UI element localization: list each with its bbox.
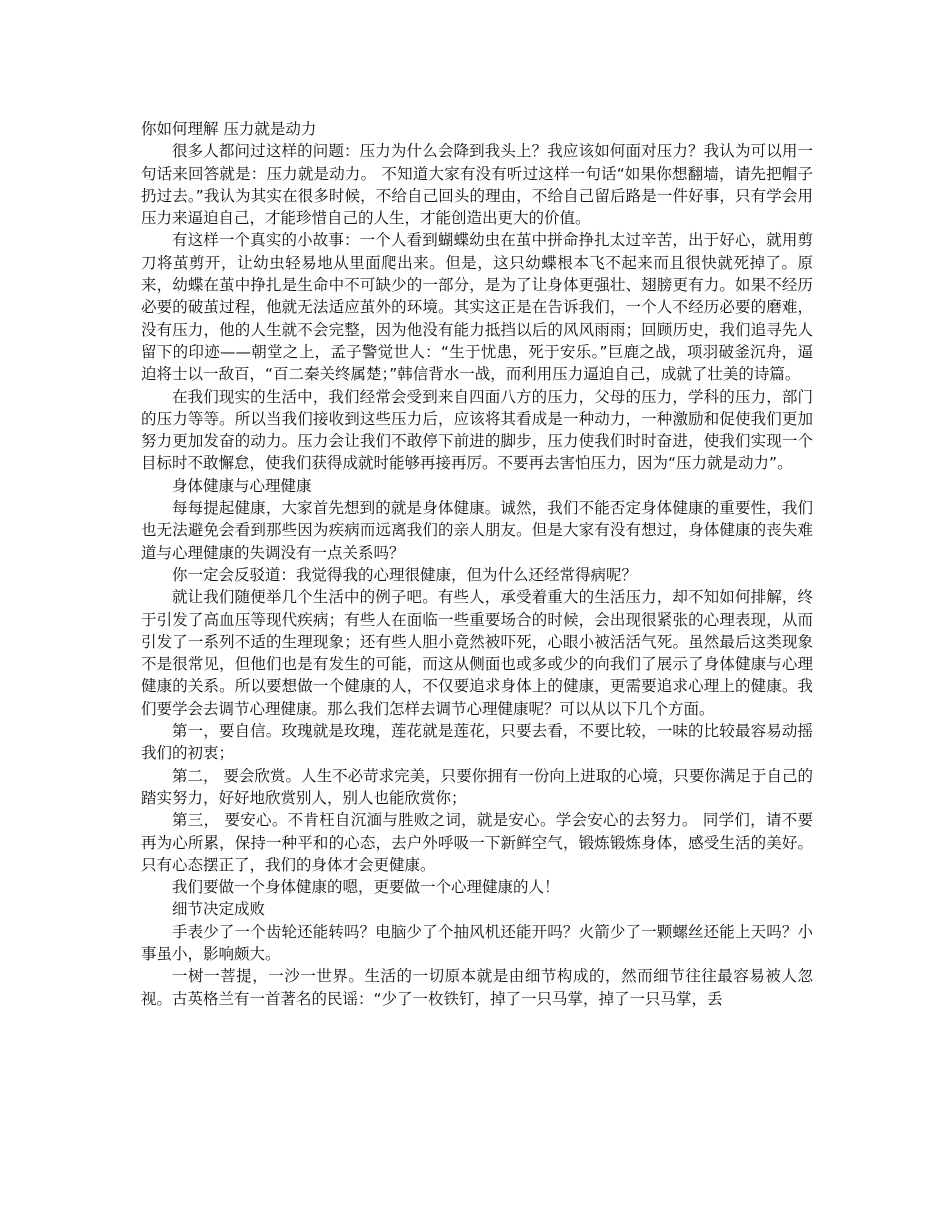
paragraph: 第三， 要安心。不肯枉自沉湎与胜败之词，就是安心。学会安心的去努力。 同学们，请不要再为心所累，保持一种平和的心态，去户外呼吸一下新鲜空气，锻炼锻炼身体，感受生活的美好。只有心态摆正了，我们的身体才会更健康。	[141, 811, 813, 874]
paragraph: 每每提起健康，大家首先想到的就是身体健康。诚然，我们不能否定身体健康的重要性，我们也无法避免会看到那些因为疾病而远离我们的亲人朋友。但是大家有没有想过，身体健康的丧失难道与心理健康的失调没有一点关系吗？	[141, 499, 813, 562]
paragraph: 手表少了一个齿轮还能转吗？电脑少了个抽风机还能开吗？火箭少了一颗螺丝还能上天吗？小事虽小，影响颇大。	[141, 922, 813, 963]
paragraph: 在我们现实的生活中，我们经常会受到来自四面八方的压力，父母的压力，学科的压力，部门的压力等等。所以当我们接收到这些压力后，应该将其看成是一种动力，一种激励和促使我们更加努力更加发奋的动力。压力会让我们不敢停下前进的脚步，压力使我们时时奋进，使我们实现一个目标时不敢懈怠，使我们获得成就时能够再接再厉。不要再去害怕压力，因为“压力就是动力”。	[141, 387, 813, 473]
paragraph: 第一，要自信。玫瑰就是玫瑰，莲花就是莲花，只要去看，不要比较，一味的比较最容易动摇我们的初衷；	[141, 722, 813, 763]
paragraph: 很多人都问过这样的问题：压力为什么会降到我头上？我应该如何面对压力？我认为可以用一句话来回答就是：压力就是动力。 不知道大家有没有听过这样一句话“如果你想翻墙，请先把帽子扔过去。”我认为其实在很多时候，不给自己回头的理由，不给自己留后路是一件好事，只有学会用压力来逼迫自己，才能珍惜自己的人生，才能创造出更大的价值。	[141, 142, 813, 228]
section-heading: 身体健康与心理健康	[172, 476, 312, 495]
section-heading: 细节决定成败	[172, 900, 266, 919]
paragraph: 有这样一个真实的小故事：一个人看到蝴蝶幼虫在茧中拼命挣扎太过辛苦，出于好心，就用剪刀将茧剪开，让幼虫轻易地从里面爬出来。但是，这只幼蝶根本飞不起来而且很快就死掉了。原来，幼蝶在茧中挣扎是生命中不可缺少的一部分，是为了让身体更强壮、翅膀更有力。如果不经历必要的破茧过程，他就无法适应茧外的环境。其实这正是在告诉我们，一个人不经历必要的磨难，没有压力，他的人生就不会完整，因为他没有能力抵挡以后的风风雨雨；回顾历史，我们追寻先人留下的印迹——朝堂之上，孟子警觉世人：“生于忧患，死于安乐。”巨鹿之战，项羽破釜沉舟，逼迫将士以一敌百，“百二秦关终属楚；”韩信背水一战，而利用压力逼迫自己，成就了壮美的诗篇。	[141, 231, 813, 384]
document-title: 你如何理解 压力就是动力	[141, 120, 317, 138]
paragraph: 第二， 要会欣赏。人生不必苛求完美，只要你拥有一份向上进取的心境，只要你满足于自己的踏实努力，好好地欣赏别人，别人也能欣赏你；	[141, 766, 813, 807]
document-page	[141, 118, 813, 1010]
paragraph: 我们要做一个身体健康的嗯，更要做一个心理健康的人！	[172, 878, 560, 897]
paragraph: 一树一菩提，一沙一世界。生活的一切原本就是由细节构成的，然而细节往往最容易被人忽视。古英格兰有一首著名的民谣：“少了一枚铁钉，掉了一只马掌，掉了一只马掌，丢	[141, 967, 813, 1008]
paragraph: 就让我们随便举几个生活中的例子吧。有些人，承受着重大的生活压力，却不知如何排解，终于引发了高血压等现代疾病；有些人在面临一些重要场合的时候，会出现很紧张的心理表现，从而引发了一系列不适的生理现象；还有些人胆小竟然被吓死，心眼小被活活气死。虽然最后这类现象不是很常见，但他们也是有发生的可能，而这从侧面也或多或少的向我们了展示了身体健康与心理健康的关系。所以要想做一个健康的人，不仅要追求身体上的健康，更需要追求心理上的健康。我们要学会去调节心理健康。那么我们怎样去调节心理健康呢？可以从以下几个方面。	[141, 588, 813, 718]
paragraph: 你一定会反驳道：我觉得我的心理很健康，但为什么还经常得病呢？	[172, 565, 638, 584]
